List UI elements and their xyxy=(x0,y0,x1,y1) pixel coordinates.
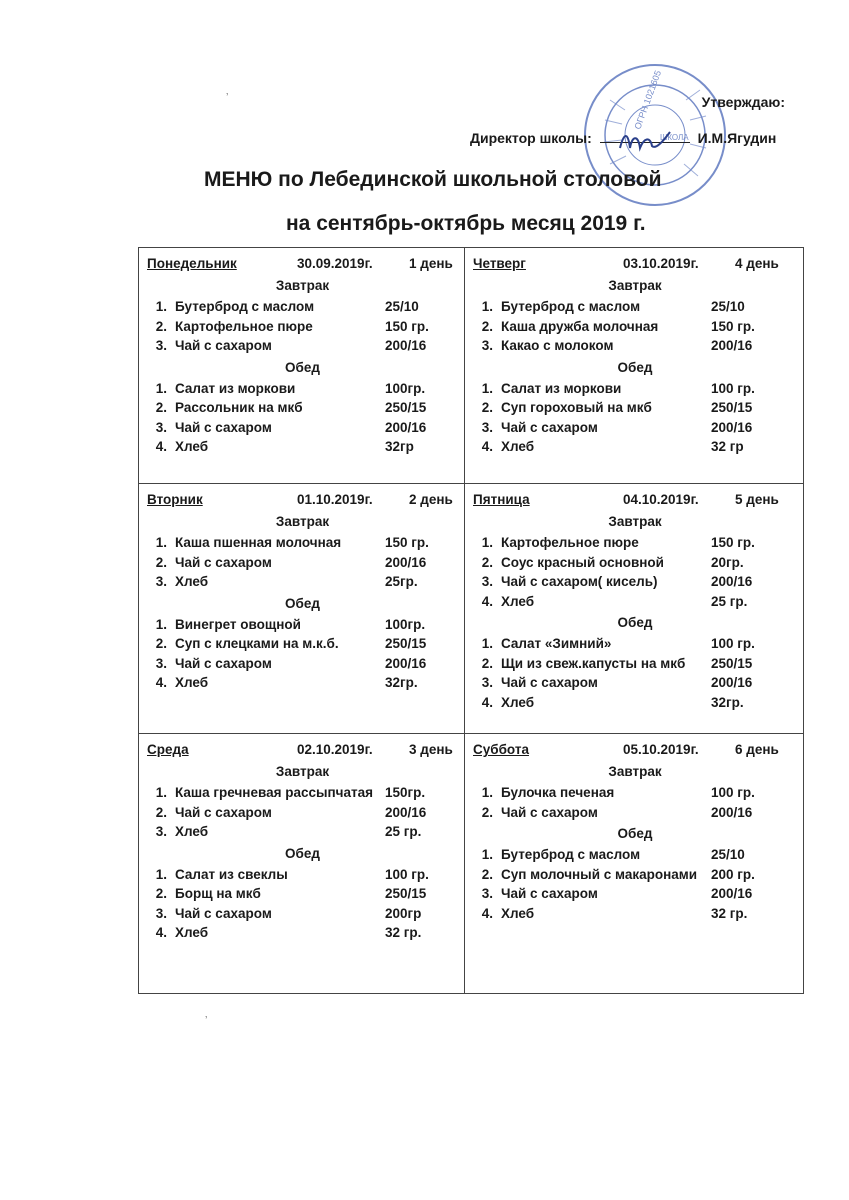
menu-item-portion: 32гр. xyxy=(385,675,418,690)
menu-item-dish: Хлеб xyxy=(175,574,209,589)
menu-item-portion: 150 гр. xyxy=(711,318,755,334)
svg-text:ШКОЛА: ШКОЛА xyxy=(660,133,689,142)
lunch-list xyxy=(473,847,797,925)
menu-item-dish: Салат из моркови xyxy=(175,380,296,396)
breakfast-label: Завтрак xyxy=(275,278,330,293)
day-num: 3 день xyxy=(409,742,453,757)
scan-speck: ʼ xyxy=(226,92,229,104)
menu-item-dish: Чай с сахаром xyxy=(175,554,272,570)
menu-item-portion: 200/16 xyxy=(385,419,427,435)
menu-item-dish: Чай с сахаром( кисель) xyxy=(501,574,658,589)
menu-item-portion: 250/15 xyxy=(385,636,427,651)
menu-item-dish: Чай с сахаром xyxy=(501,675,598,690)
menu-item-number: 2. xyxy=(155,400,167,415)
menu-item xyxy=(147,785,458,805)
menu-item xyxy=(147,555,458,575)
menu-item xyxy=(147,636,458,656)
menu-item-portion: 100 гр. xyxy=(711,785,755,800)
menu-item-number: 1. xyxy=(155,380,167,396)
menu-item-dish: Картофельное пюре xyxy=(501,535,639,550)
breakfast-list xyxy=(473,535,797,613)
lunch-label: Обед xyxy=(617,826,653,841)
menu-item xyxy=(147,439,458,459)
scan-speck: ʼ xyxy=(205,1015,208,1027)
menu-item-dish: Каша пшенная молочная xyxy=(175,535,342,550)
menu-item-dish: Салат из свеклы xyxy=(175,866,288,882)
day-name: Суббота xyxy=(473,742,529,757)
menu-item-dish: Чай с сахаром xyxy=(175,419,272,435)
menu-item-number: 1. xyxy=(155,535,167,550)
menu-item-portion: 20гр. xyxy=(711,554,744,570)
day-cell xyxy=(139,734,465,993)
menu-item-portion: 250/15 xyxy=(711,400,753,415)
lunch-list xyxy=(147,381,458,459)
menu-item xyxy=(473,420,797,440)
menu-item-dish: Салат из моркови xyxy=(501,380,622,396)
menu-item-portion: 250/15 xyxy=(385,400,427,415)
menu-item xyxy=(473,400,797,420)
lunch-list xyxy=(147,617,458,695)
menu-item-portion: 150 гр. xyxy=(385,535,429,550)
day-date: 04.10.2019г. xyxy=(623,492,699,507)
menu-item xyxy=(473,847,797,867)
menu-item xyxy=(147,906,458,926)
menu-item-number: 1. xyxy=(481,299,493,314)
day-date: 03.10.2019г. xyxy=(623,256,699,271)
menu-item-number: 2. xyxy=(155,886,167,901)
menu-item-portion: 150 гр. xyxy=(385,318,429,334)
menu-item xyxy=(147,867,458,887)
menu-item xyxy=(147,338,458,358)
svg-text:ОГРН 1021605: ОГРН 1021605 xyxy=(632,69,664,131)
day-header xyxy=(147,256,458,276)
menu-item xyxy=(473,675,797,695)
menu-item-dish: Хлеб xyxy=(175,675,209,690)
menu-item-number: 4. xyxy=(155,925,167,940)
menu-item-number: 2. xyxy=(155,554,167,570)
menu-item-number: 2. xyxy=(481,866,493,882)
menu-item-number: 4. xyxy=(481,593,493,609)
menu-item-dish: Борщ на мкб xyxy=(175,886,261,901)
menu-item xyxy=(473,906,797,926)
menu-item-portion: 200/16 xyxy=(385,338,427,353)
menu-item-number: 1. xyxy=(481,785,493,800)
menu-item xyxy=(147,381,458,401)
day-name: Пятница xyxy=(473,492,530,507)
day-num: 1 день xyxy=(409,256,453,271)
menu-item xyxy=(473,535,797,555)
lunch-list xyxy=(473,381,797,459)
menu-item xyxy=(473,695,797,715)
lunch-label: Обед xyxy=(617,359,653,375)
menu-item-number: 2. xyxy=(481,655,493,671)
day-cell xyxy=(139,248,465,484)
menu-item-dish: Хлеб xyxy=(501,905,535,921)
menu-item-portion: 150гр. xyxy=(385,785,426,800)
menu-item-number: 2. xyxy=(481,554,493,570)
lunch-label: Обед xyxy=(285,359,320,375)
menu-item-dish: Какао с молоком xyxy=(501,338,614,353)
menu-item-dish: Хлеб xyxy=(175,925,209,940)
menu-item xyxy=(473,886,797,906)
day-num: 2 день xyxy=(409,492,453,507)
menu-item-number: 2. xyxy=(481,804,493,820)
menu-item-number: 3. xyxy=(155,655,167,671)
menu-item-portion: 200/16 xyxy=(711,804,753,820)
menu-item-portion: 200гр xyxy=(385,905,422,921)
menu-item xyxy=(473,319,797,339)
menu-item-dish: Чай с сахаром xyxy=(501,419,598,435)
menu-item-portion: 25 гр. xyxy=(711,593,748,609)
menu-item-portion: 32гр xyxy=(385,439,414,454)
breakfast-list xyxy=(147,535,458,594)
menu-item xyxy=(473,656,797,676)
menu-item-number: 3. xyxy=(155,419,167,435)
handwritten-signature xyxy=(614,128,674,158)
menu-item-dish: Чай с сахаром xyxy=(501,886,598,901)
day-date: 01.10.2019г. xyxy=(297,492,373,507)
menu-item xyxy=(147,675,458,695)
menu-item xyxy=(473,805,797,825)
day-name: Среда xyxy=(147,742,189,757)
director-label: Директор школы: xyxy=(470,130,592,146)
menu-item-portion: 100 гр. xyxy=(711,636,755,651)
day-header xyxy=(473,492,797,512)
lunch-list xyxy=(473,636,797,714)
menu-item-number: 2. xyxy=(481,318,493,334)
menu-item-number: 2. xyxy=(481,400,493,415)
menu-item-number: 4. xyxy=(481,905,493,921)
menu-item-dish: Чай с сахаром xyxy=(175,905,272,921)
menu-item-portion: 150 гр. xyxy=(711,535,755,550)
day-num: 4 день xyxy=(735,256,779,271)
breakfast-list xyxy=(147,785,458,844)
menu-item-portion: 200/16 xyxy=(711,886,753,901)
menu-item-number: 2. xyxy=(155,636,167,651)
page-title: МЕНЮ по Лебединской школьной столовой xyxy=(204,168,662,191)
menu-item-number: 1. xyxy=(155,616,167,632)
day-header xyxy=(147,742,458,762)
menu-item-number: 3. xyxy=(481,419,493,435)
menu-item-number: 1. xyxy=(155,299,167,314)
breakfast-list xyxy=(473,299,797,358)
menu-item xyxy=(147,925,458,945)
director-name: И.М.Ягудин xyxy=(697,130,777,146)
menu-item-portion: 200/16 xyxy=(711,574,753,589)
menu-item-portion: 200/16 xyxy=(385,554,427,570)
menu-item-number: 2. xyxy=(155,804,167,820)
menu-item-portion: 200/16 xyxy=(711,338,753,353)
lunch-label: Обед xyxy=(285,845,320,861)
menu-item-dish: Каша дружба молочная xyxy=(501,318,659,334)
menu-item-dish: Щи из свеж.капусты на мкб xyxy=(501,655,686,671)
day-header xyxy=(473,256,797,276)
menu-item-dish: Чай с сахаром xyxy=(501,804,598,820)
menu-item xyxy=(147,535,458,555)
menu-item xyxy=(473,439,797,459)
menu-item-number: 1. xyxy=(481,535,493,550)
menu-item xyxy=(147,400,458,420)
day-header xyxy=(473,742,797,762)
menu-grid xyxy=(138,247,804,994)
menu-item xyxy=(473,574,797,594)
menu-item-dish: Чай с сахаром xyxy=(175,338,272,353)
menu-item-portion: 25/10 xyxy=(385,299,419,314)
menu-item xyxy=(147,299,458,319)
breakfast-label: Завтрак xyxy=(275,764,330,779)
menu-item xyxy=(147,420,458,440)
menu-item-dish: Бутерброд с маслом xyxy=(501,299,641,314)
menu-item-portion: 100 гр. xyxy=(711,380,755,396)
menu-item xyxy=(473,785,797,805)
menu-item-dish: Суп гороховый на мкб xyxy=(501,400,652,415)
menu-item xyxy=(147,886,458,906)
menu-item-number: 3. xyxy=(155,338,167,353)
menu-item xyxy=(473,299,797,319)
menu-item xyxy=(473,867,797,887)
menu-item xyxy=(473,381,797,401)
menu-item-number: 4. xyxy=(155,439,167,454)
menu-item-number: 4. xyxy=(481,694,493,710)
menu-item-number: 1. xyxy=(481,636,493,651)
menu-item-dish: Хлеб xyxy=(175,824,209,839)
lunch-label: Обед xyxy=(285,595,320,611)
menu-item-number: 3. xyxy=(155,574,167,589)
director-signature-line xyxy=(470,130,800,146)
day-header xyxy=(147,492,458,512)
menu-item-number: 1. xyxy=(155,866,167,882)
menu-item-number: 3. xyxy=(481,574,493,589)
day-cell xyxy=(465,734,803,993)
day-cell xyxy=(139,484,465,734)
menu-item-dish: Картофельное пюре xyxy=(175,318,313,334)
menu-item-number: 2. xyxy=(155,318,167,334)
day-num: 6 день xyxy=(735,742,779,757)
menu-item xyxy=(147,617,458,637)
menu-item-portion: 25/10 xyxy=(711,847,745,862)
menu-item-portion: 100 гр. xyxy=(385,866,429,882)
menu-item-number: 3. xyxy=(481,886,493,901)
menu-item-dish: Хлеб xyxy=(175,439,209,454)
menu-item-dish: Чай с сахаром xyxy=(175,804,272,820)
menu-item-portion: 32гр. xyxy=(711,694,744,710)
menu-item-dish: Бутерброд с маслом xyxy=(501,847,641,862)
day-date: 02.10.2019г. xyxy=(297,742,373,757)
menu-item-dish: Соус красный основной xyxy=(501,554,664,570)
menu-item-number: 3. xyxy=(155,905,167,921)
menu-item-number: 4. xyxy=(155,675,167,690)
menu-item-portion: 200/16 xyxy=(385,655,427,671)
menu-item-dish: Хлеб xyxy=(501,694,535,710)
page-subtitle: на сентябрь-октябрь месяц 2019 г. xyxy=(286,212,646,235)
breakfast-label: Завтрак xyxy=(608,514,662,529)
menu-item xyxy=(473,594,797,614)
menu-item-dish: Бутерброд с маслом xyxy=(175,299,315,314)
menu-item-number: 3. xyxy=(155,824,167,839)
day-name: Четверг xyxy=(473,256,526,271)
menu-item-portion: 200/16 xyxy=(711,419,753,435)
menu-item xyxy=(473,338,797,358)
menu-item-dish: Булочка печеная xyxy=(501,785,615,800)
menu-item xyxy=(147,805,458,825)
menu-item-number: 3. xyxy=(481,338,493,353)
menu-item-dish: Чай с сахаром xyxy=(175,655,272,671)
signature-line xyxy=(600,142,690,143)
day-date: 30.09.2019г. xyxy=(297,256,373,271)
breakfast-label: Завтрак xyxy=(608,278,662,293)
menu-item-portion: 25гр. xyxy=(385,574,418,589)
menu-item-number: 4. xyxy=(481,439,493,454)
menu-item-dish: Салат «Зимний» xyxy=(501,636,612,651)
menu-item-portion: 32 гр. xyxy=(385,925,422,940)
lunch-label: Обед xyxy=(617,615,653,630)
lunch-list xyxy=(147,867,458,945)
menu-item-portion: 250/15 xyxy=(385,886,427,901)
menu-item-dish: Суп с клецками на м.к.б. xyxy=(175,636,339,651)
menu-item-dish: Суп молочный с макаронами xyxy=(501,866,698,882)
day-cell xyxy=(465,248,803,484)
menu-item-number: 1. xyxy=(155,785,167,800)
menu-item-number: 1. xyxy=(481,380,493,396)
breakfast-list xyxy=(473,785,797,824)
menu-item-portion: 200/16 xyxy=(385,804,427,820)
menu-item-portion: 25 гр. xyxy=(385,824,422,839)
menu-item-number: 3. xyxy=(481,675,493,690)
menu-item xyxy=(147,656,458,676)
day-name: Понедельник xyxy=(147,256,237,271)
menu-item xyxy=(473,555,797,575)
breakfast-list xyxy=(147,299,458,358)
day-cell xyxy=(465,484,803,734)
menu-item-dish: Каша гречневая рассыпчатая xyxy=(175,785,374,800)
menu-item-portion: 250/15 xyxy=(711,655,753,671)
day-date: 05.10.2019г. xyxy=(623,742,699,757)
menu-item-portion: 100гр. xyxy=(385,380,426,396)
breakfast-label: Завтрак xyxy=(608,764,662,779)
menu-item-portion: 200 гр. xyxy=(711,866,755,882)
menu-item-dish: Винегрет овощной xyxy=(175,616,301,632)
menu-item-dish: Хлеб xyxy=(501,439,535,454)
menu-item xyxy=(147,319,458,339)
breakfast-label: Завтрак xyxy=(275,514,330,529)
menu-item-number: 1. xyxy=(481,847,493,862)
menu-item xyxy=(147,824,458,844)
menu-item xyxy=(147,574,458,594)
menu-item xyxy=(473,636,797,656)
menu-item-portion: 32 гр xyxy=(711,439,744,454)
menu-item-portion: 25/10 xyxy=(711,299,745,314)
day-name: Вторник xyxy=(147,492,203,507)
menu-item-portion: 100гр. xyxy=(385,616,426,632)
day-num: 5 день xyxy=(735,492,779,507)
approval-label: Утверждаю: xyxy=(701,94,785,110)
menu-item-portion: 32 гр. xyxy=(711,905,748,921)
menu-item-dish: Рассольник на мкб xyxy=(175,400,303,415)
menu-item-dish: Хлеб xyxy=(501,593,535,609)
menu-item-portion: 200/16 xyxy=(711,675,753,690)
